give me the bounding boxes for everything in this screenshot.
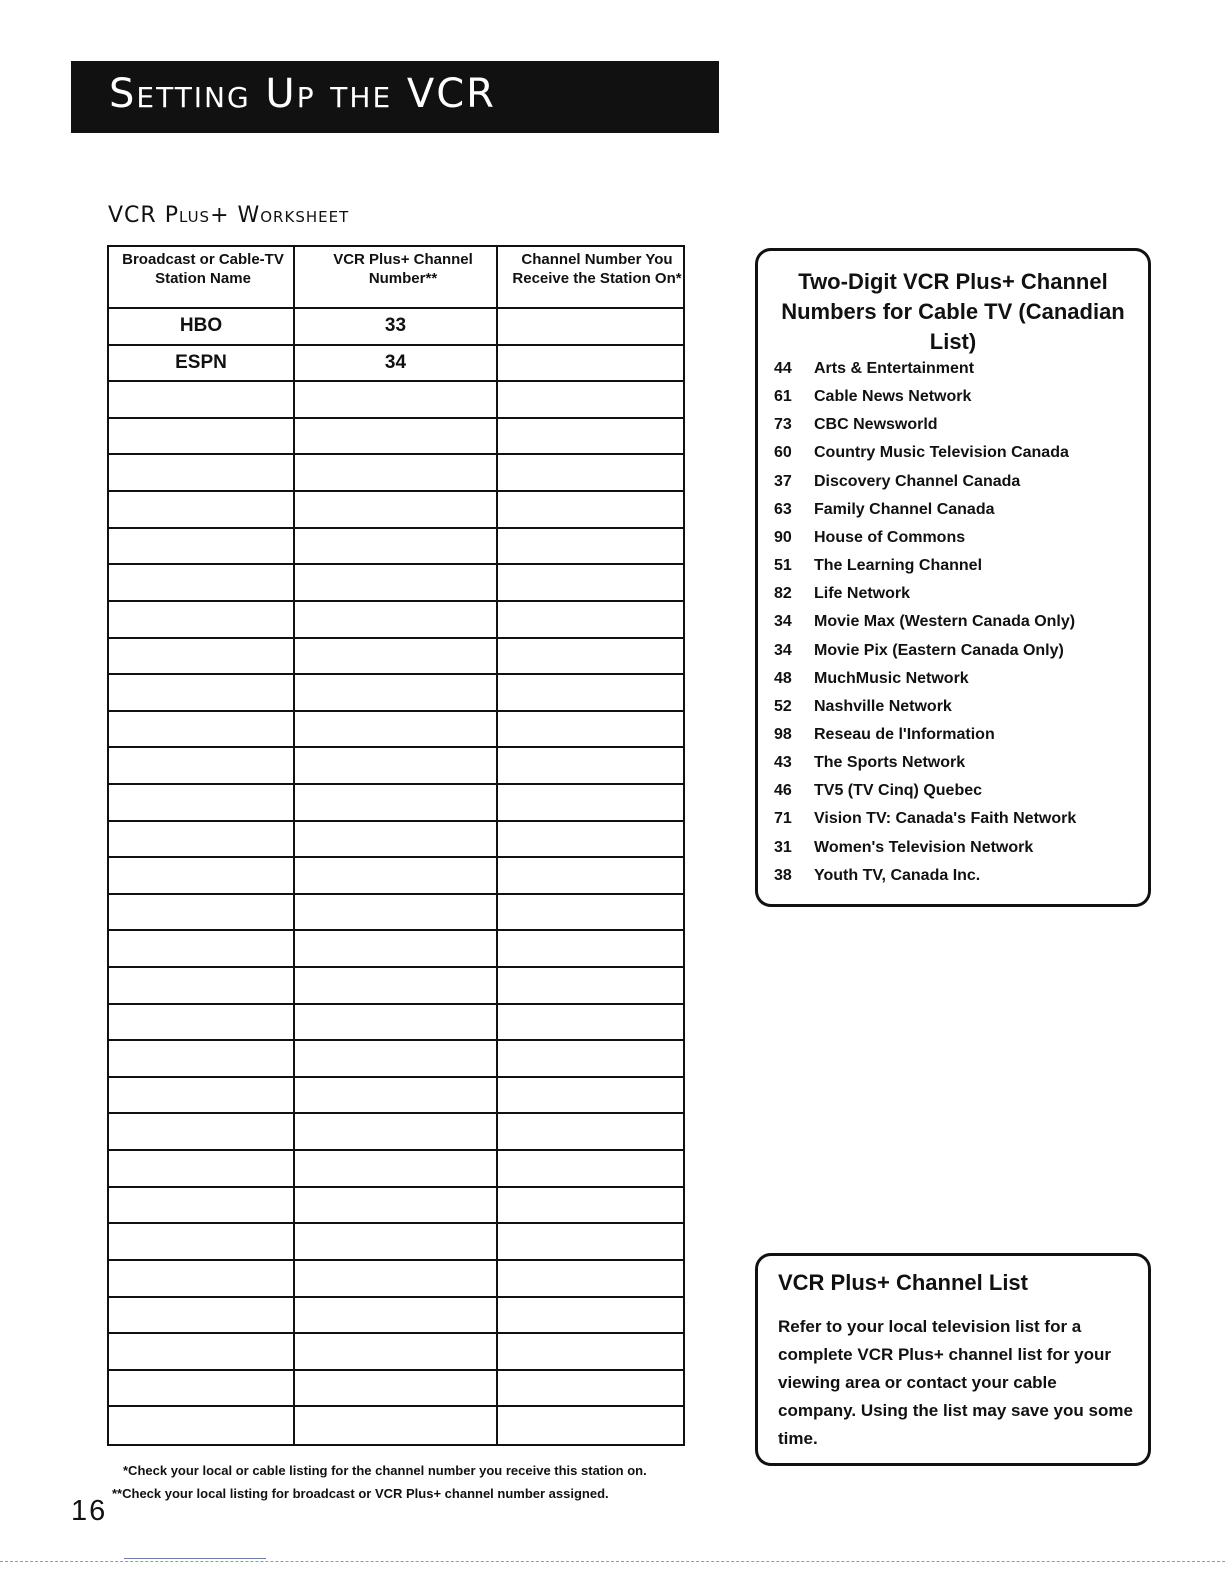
station-cell: [109, 1005, 293, 1040]
receive-cell: [498, 712, 685, 747]
station-cell: [109, 785, 293, 820]
channel-name: Nashville Network: [814, 697, 952, 715]
vcr-plus-cell: [295, 1407, 496, 1444]
vcr-plus-cell: [295, 895, 496, 930]
vcr-plus-cell: [295, 419, 496, 454]
table-row: [109, 309, 683, 346]
station-cell: [109, 455, 293, 490]
receive-cell: [498, 565, 685, 600]
receive-cell: [498, 931, 685, 966]
vcr-plus-cell: [295, 1005, 496, 1040]
station-cell: [109, 639, 293, 674]
channel-number: 52: [774, 697, 792, 715]
table-row: [109, 748, 683, 785]
vcr-plus-cell: [295, 675, 496, 710]
channel-number: 60: [774, 444, 792, 462]
table-row: [109, 382, 683, 419]
station-cell: [109, 602, 293, 637]
channel-name: CBC Newsworld: [814, 416, 938, 434]
receive-cell: [498, 1151, 685, 1186]
channel-number: 90: [774, 528, 792, 546]
channel-number: 73: [774, 416, 792, 434]
channel-number: 44: [774, 360, 792, 377]
receive-cell: [498, 1188, 685, 1223]
table-row: [109, 492, 683, 529]
vcr-plus-cell: [295, 968, 496, 1003]
vcr-plus-cell: [295, 565, 496, 600]
receive-cell: [498, 1078, 685, 1113]
channel-number: 61: [774, 388, 792, 406]
channel-name: TV5 (TV Cinq) Quebec: [814, 782, 983, 800]
table-row: [109, 639, 683, 676]
vcr-plus-cell: [295, 858, 496, 893]
receive-cell: [498, 785, 685, 820]
station-cell: [109, 1041, 293, 1076]
worksheet-header-row: [109, 247, 683, 309]
vcr-plus-cell: [295, 1371, 496, 1406]
channel-number: 43: [774, 754, 792, 772]
receive-cell: [498, 822, 685, 857]
receive-cell: [498, 1334, 685, 1369]
vcr-plus-cell: [295, 931, 496, 966]
station-cell: [109, 1334, 293, 1369]
channel-name: Country Music Television Canada: [814, 444, 1069, 462]
receive-cell: [498, 1114, 685, 1149]
channel-list-title: VCR Plus+ Channel List: [778, 1270, 1028, 1295]
receive-cell: [498, 895, 685, 930]
table-row: [109, 1224, 683, 1261]
station-cell: [109, 492, 293, 527]
table-row: [109, 1114, 683, 1151]
receive-cell: [498, 529, 685, 564]
station-cell: ESPN: [175, 351, 227, 373]
vcr-plus-cell: [295, 1261, 496, 1296]
receive-cell: [498, 1005, 685, 1040]
station-cell: [109, 675, 293, 710]
station-cell: [109, 565, 293, 600]
table-row: [109, 675, 683, 712]
receive-cell: [498, 1407, 685, 1444]
station-cell: [109, 1224, 293, 1259]
table-row: [109, 895, 683, 932]
page-number: 16: [71, 1495, 108, 1527]
vcr-plus-cell: [295, 1151, 496, 1186]
receive-cell: [498, 1041, 685, 1076]
canadian-channel-box: [755, 248, 1151, 907]
station-cell: [109, 1261, 293, 1296]
vcr-plus-cell: [295, 602, 496, 637]
receive-cell: [498, 639, 685, 674]
receive-cell: [498, 1261, 685, 1296]
station-cell: [109, 1407, 293, 1444]
station-cell: [109, 1298, 293, 1333]
footnote-receive: *Check your local or cable listing for the channel number you receive this station on.: [123, 1463, 647, 1478]
table-row: [109, 785, 683, 822]
table-row: [109, 1298, 683, 1335]
vcr-plus-cell: [295, 529, 496, 564]
receive-cell: [498, 1371, 685, 1406]
channel-number: 98: [774, 725, 792, 743]
table-row: [109, 1371, 683, 1408]
channel-number: 63: [774, 500, 792, 518]
station-cell: [109, 748, 293, 783]
vcr-plus-cell: [295, 748, 496, 783]
receive-cell: [498, 602, 685, 637]
receive-cell: [498, 309, 685, 344]
station-cell: [109, 1188, 293, 1223]
channel-name: Movie Pix (Eastern Canada Only): [814, 641, 1064, 659]
vcr-plus-cell: [295, 455, 496, 490]
table-row: [109, 1261, 683, 1298]
table-row: [109, 1188, 683, 1225]
table-row: [109, 712, 683, 749]
channel-number: 51: [774, 557, 792, 575]
page-header-bar: [71, 61, 719, 133]
channel-number: 34: [774, 613, 792, 631]
page-bottom-rule: [0, 1561, 1225, 1562]
vcr-plus-cell: [295, 1224, 496, 1259]
vcr-plus-cell: 34: [384, 351, 407, 373]
table-row: [109, 968, 683, 1005]
channel-name: Arts & Entertainment: [814, 360, 975, 377]
table-row: [109, 455, 683, 492]
table-row: [109, 602, 683, 639]
channel-name: The Learning Channel: [814, 557, 983, 575]
receive-cell: [498, 858, 685, 893]
table-row: [109, 346, 683, 383]
channel-number: 31: [774, 838, 792, 856]
station-cell: [109, 822, 293, 857]
channel-name: Cable News Network: [814, 388, 972, 406]
column-header-vcr-plus: VCR Plus+ Channel Number**: [333, 251, 473, 287]
station-cell: [109, 419, 293, 454]
receive-cell: [498, 1224, 685, 1259]
channel-name: Family Channel Canada: [814, 500, 995, 518]
table-row: [109, 1334, 683, 1371]
column-header-receive: Channel Number You Receive the Station On*: [512, 251, 682, 287]
channel-name: Discovery Channel Canada: [814, 472, 1021, 490]
table-row: [109, 1041, 683, 1078]
vcr-plus-cell: [295, 1334, 496, 1369]
vcr-plus-cell: [295, 822, 496, 857]
vcr-plus-cell: [295, 785, 496, 820]
station-cell: [109, 1078, 293, 1113]
channel-number: 82: [774, 585, 792, 603]
receive-cell: [498, 748, 685, 783]
channel-number: 48: [774, 669, 792, 687]
channel-number: 71: [774, 810, 792, 828]
table-row: [109, 931, 683, 968]
receive-cell: [498, 968, 685, 1003]
table-row: [109, 1407, 683, 1444]
column-divider: [293, 247, 295, 1444]
page-bottom-rule-accent: [124, 1558, 266, 1559]
channel-name: Life Network: [814, 585, 911, 603]
column-header-station: Broadcast or Cable-TV Station Name: [122, 251, 284, 287]
station-cell: [109, 712, 293, 747]
receive-cell: [498, 346, 685, 381]
station-cell: [109, 1114, 293, 1149]
station-cell: [109, 1371, 293, 1406]
vcr-plus-cell: [295, 712, 496, 747]
station-cell: [109, 858, 293, 893]
channel-list-body: Refer to your local television list for a complete VCR Plus+ channel list for your viewing area or contact your cable company. Using the list may save you some time.: [778, 1317, 1133, 1448]
station-cell: [109, 382, 293, 417]
channel-number: 38: [774, 866, 792, 884]
receive-cell: [498, 382, 685, 417]
channel-number: 34: [774, 641, 792, 659]
channel-name: The Sports Network: [814, 754, 966, 772]
channel-name: Youth TV, Canada Inc.: [814, 866, 981, 884]
vcr-plus-cell: [295, 1078, 496, 1113]
worksheet-title: VCR Plus+ Worksheet: [108, 203, 350, 228]
table-row: [109, 858, 683, 895]
station-cell: HBO: [179, 315, 223, 337]
channel-number: 46: [774, 782, 792, 800]
table-row: [109, 529, 683, 566]
receive-cell: [498, 675, 685, 710]
canadian-box-title-text: Two-Digit VCR Plus+ Channel Numbers for Cable TV (Canadian List): [781, 269, 1125, 354]
table-row: [109, 1005, 683, 1042]
station-cell: [109, 529, 293, 564]
footnote-vcr-plus: **Check your local listing for broadcast or VCR Plus+ channel number assigned.: [112, 1486, 609, 1501]
vcr-plus-cell: [295, 1114, 496, 1149]
channel-name: Reseau de l'Information: [814, 725, 995, 743]
vcr-plus-cell: [295, 382, 496, 417]
page-title: Setting Up the VCR: [109, 71, 496, 117]
vcr-plus-cell: [295, 1298, 496, 1333]
channel-list-box: [755, 1253, 1151, 1466]
table-row: [109, 419, 683, 456]
table-row: [109, 1078, 683, 1115]
station-cell: [109, 895, 293, 930]
vcr-plus-cell: [295, 639, 496, 674]
channel-number: 37: [774, 472, 792, 490]
table-row: [109, 1151, 683, 1188]
vcr-plus-cell: [295, 492, 496, 527]
station-cell: [109, 931, 293, 966]
station-cell: [109, 968, 293, 1003]
receive-cell: [498, 492, 685, 527]
canadian-box-title: [758, 267, 1148, 357]
channel-name: Movie Max (Western Canada Only): [814, 613, 1076, 631]
vcr-plus-cell: 33: [384, 315, 407, 337]
vcr-plus-cell: [295, 1188, 496, 1223]
channel-name: Women's Television Network: [814, 838, 1034, 856]
receive-cell: [498, 419, 685, 454]
worksheet-table: [107, 245, 685, 1446]
column-divider: [496, 247, 498, 1444]
table-row: [109, 565, 683, 602]
station-cell: [109, 1151, 293, 1186]
channel-name: House of Commons: [814, 528, 966, 546]
vcr-plus-cell: [295, 1041, 496, 1076]
channel-name: Vision TV: Canada's Faith Network: [814, 810, 1077, 828]
channel-name: MuchMusic Network: [814, 669, 969, 687]
table-row: [109, 822, 683, 859]
receive-cell: [498, 1298, 685, 1333]
receive-cell: [498, 455, 685, 490]
